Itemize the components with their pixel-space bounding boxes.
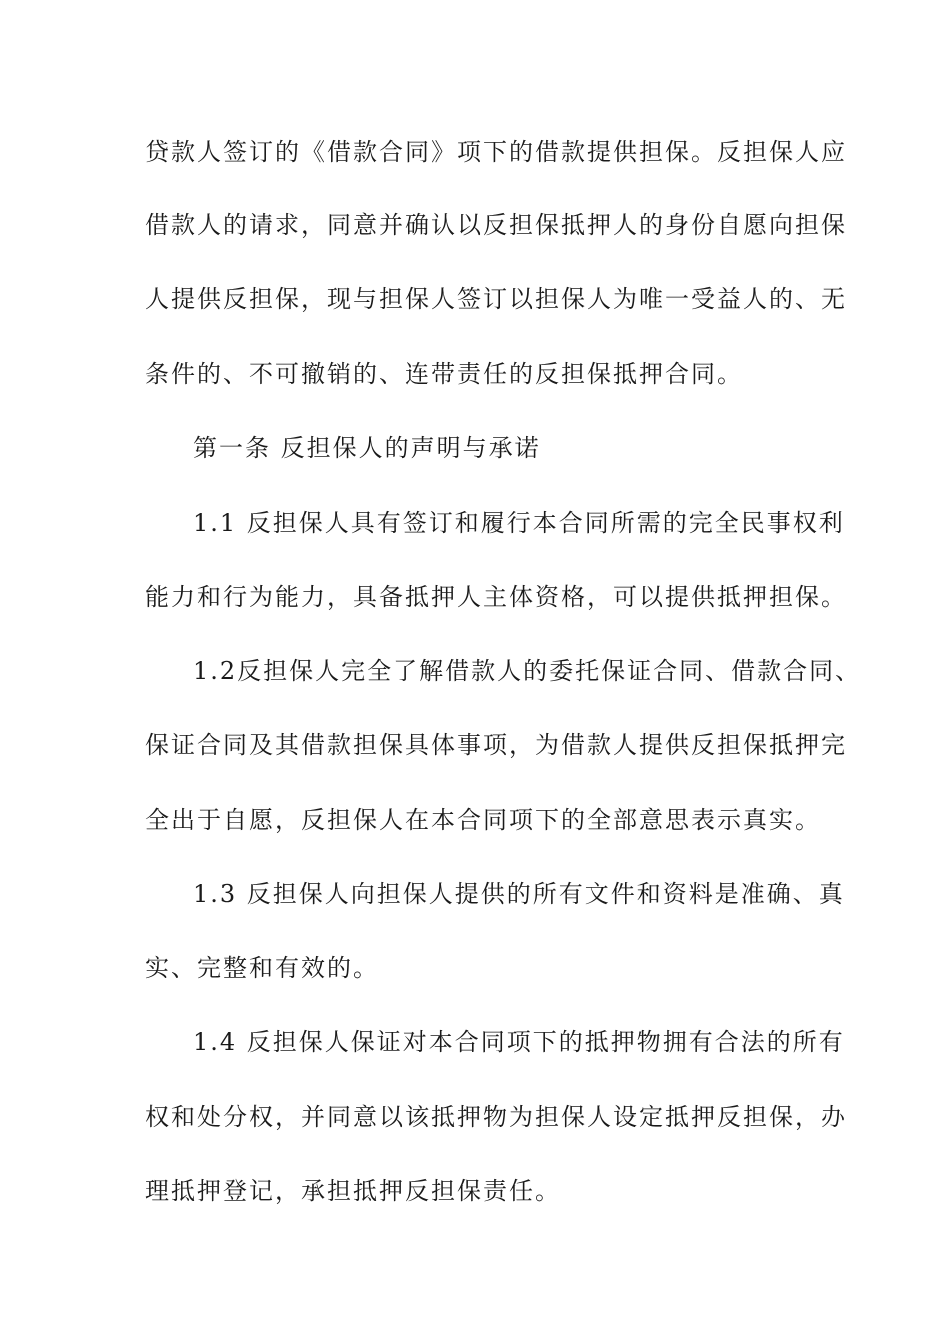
clause-line: 1.4 反担保人保证对本合同项下的抵押物拥有合法的所有 [193,1028,845,1056]
clause-line: 1.1 反担保人具有签订和履行本合同所需的完全民事权利 [193,509,845,537]
clause-line: 1.3 反担保人向担保人提供的所有文件和资料是准确、真 [193,880,845,908]
clause-line: 全出于自愿，反担保人在本合同项下的全部意思表示真实。 [145,806,821,834]
clause-line: 理抵押登记，承担抵押反担保责任。 [145,1177,561,1205]
clause-line: 1.2反担保人完全了解借款人的委托保证合同、借款合同、 [193,657,862,685]
clause-line: 权和处分权，并同意以该抵押物为担保人设定抵押反担保，办 [145,1103,847,1131]
paragraph-line: 贷款人签订的《借款合同》项下的借款提供担保。反担保人应 [145,138,847,166]
paragraph-line: 人提供反担保，现与担保人签订以担保人为唯一受益人的、无 [145,285,847,313]
clause-line: 能力和行为能力，具备抵押人主体资格，可以提供抵押担保。 [145,583,847,611]
clause-line: 保证合同及其借款担保具体事项，为借款人提供反担保抵押完 [145,731,847,759]
paragraph-line: 条件的、不可撤销的、连带责任的反担保抵押合同。 [145,360,743,388]
clause-line: 实、完整和有效的。 [145,954,379,982]
paragraph-line: 借款人的请求，同意并确认以反担保抵押人的身份自愿向担保 [145,211,847,239]
section-heading: 第一条 反担保人的声明与承诺 [193,434,541,462]
